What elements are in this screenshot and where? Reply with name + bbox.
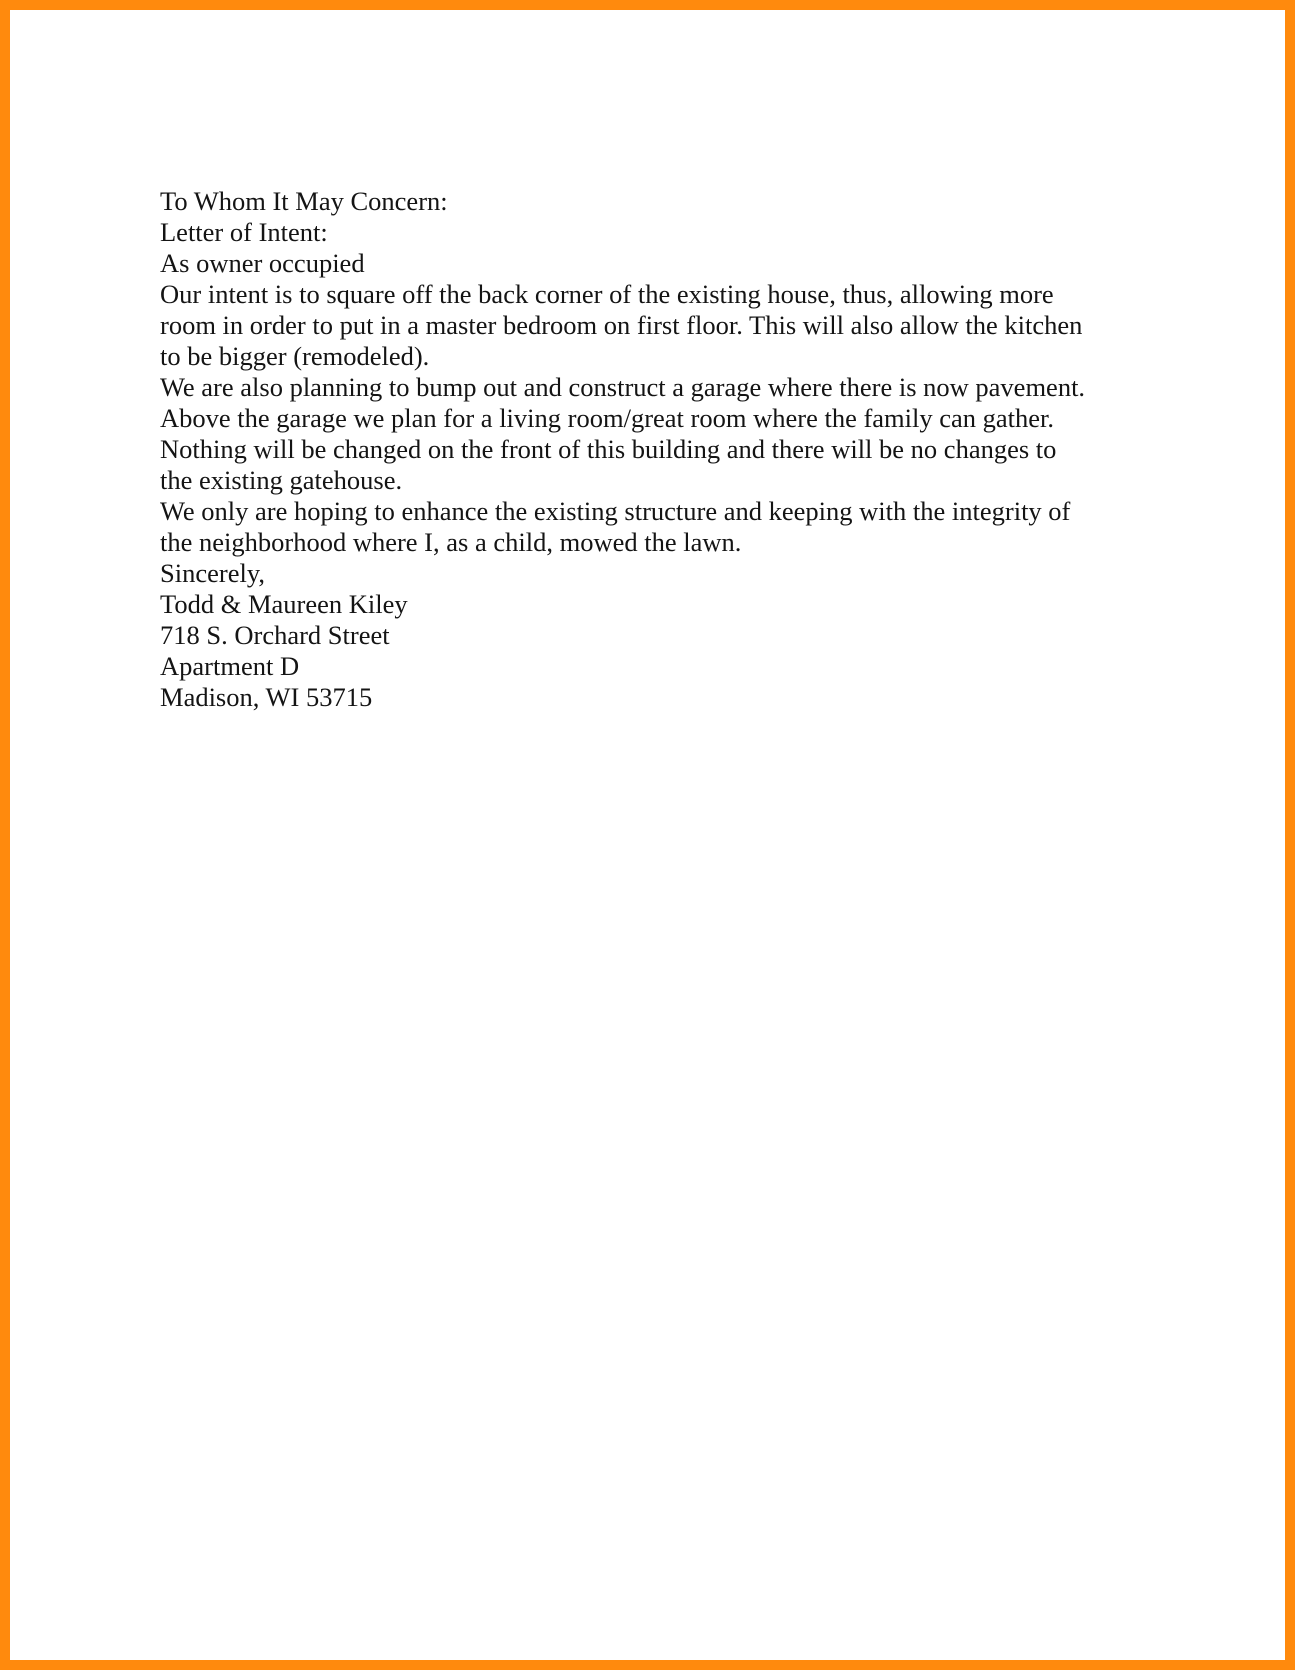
occupancy-statement: As owner occupied bbox=[160, 248, 365, 278]
address-city-state-zip: Madison, WI 53715 bbox=[160, 682, 373, 712]
paragraph-front-unchanged: Nothing will be changed on the front of this building and there will be no changes to the existing gatehouse. bbox=[160, 434, 1057, 495]
paragraph-renovation-intent: Our intent is to square off the back corner of the existing house, thus, allowing more room in order to put in a master bedroom on first floor. This will also allow the kitchen to be bigger (remodeled). bbox=[160, 279, 1083, 371]
salutation: To Whom It May Concern: bbox=[160, 186, 448, 216]
paragraph-neighborhood-integrity: We only are hoping to enhance the existing structure and keeping with the integrity of the neighborhood where I, as a child, mowed the lawn. bbox=[160, 496, 1071, 557]
paragraph-garage-plan: We are also planning to bump out and construct a garage where there is now pavement. Above the garage we plan for a living room/great room where the family can gather. bbox=[160, 372, 1086, 433]
letter-body bbox=[160, 186, 1090, 713]
signature-block bbox=[160, 589, 1090, 713]
closing: Sincerely, bbox=[160, 558, 265, 588]
signature-names: Todd & Maureen Kiley bbox=[160, 589, 408, 619]
address-street: 718 S. Orchard Street bbox=[160, 620, 390, 650]
letter-subject: Letter of Intent: bbox=[160, 217, 328, 247]
address-unit: Apartment D bbox=[160, 651, 300, 681]
